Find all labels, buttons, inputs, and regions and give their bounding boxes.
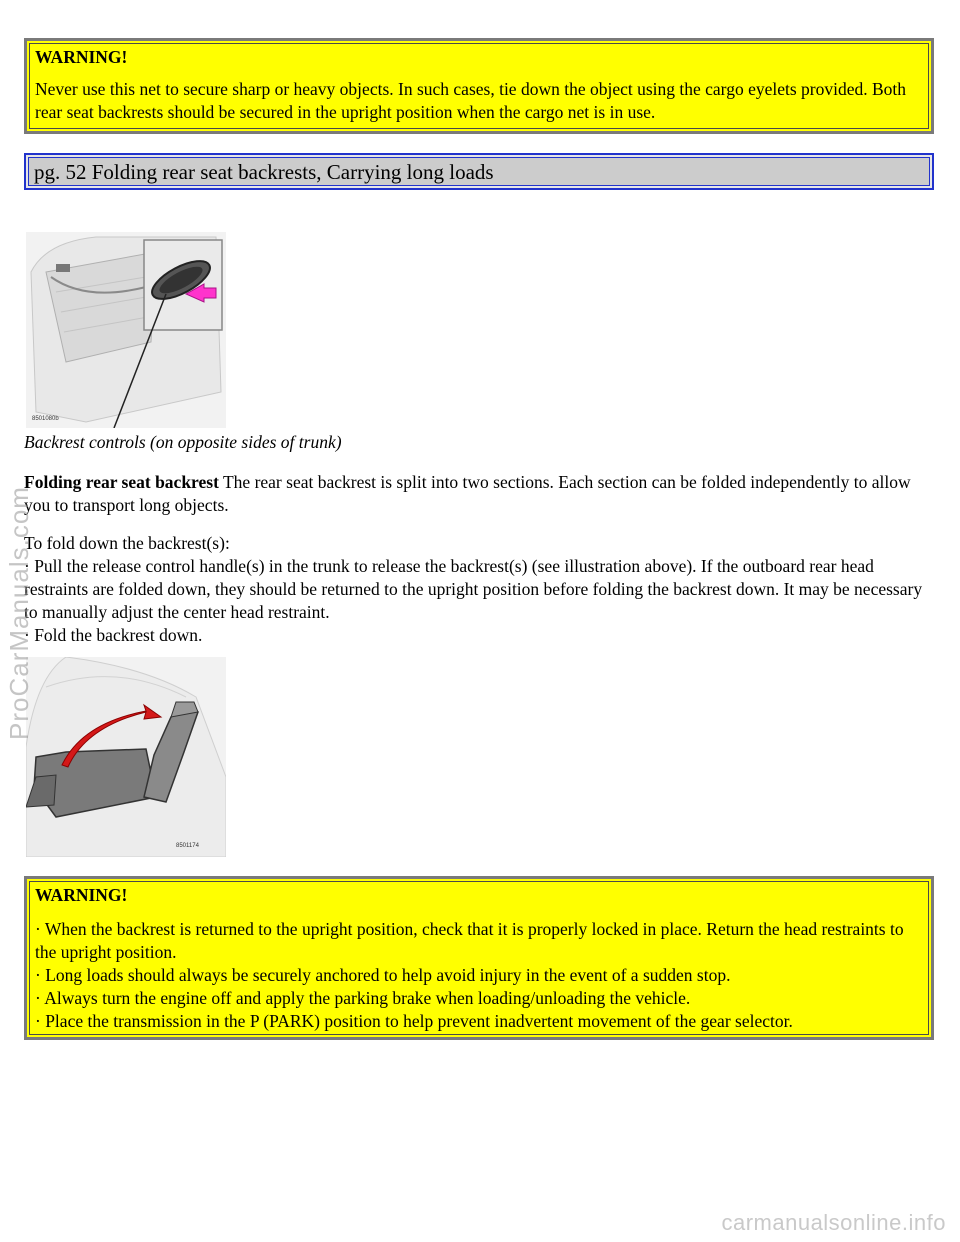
warning-title: WARNING! bbox=[35, 47, 128, 67]
section-text: The rear seat backrest is split into two sections. Each section can be folded independently to allow you to transport long objects. bbox=[24, 472, 911, 515]
figure-caption: Backrest controls (on opposite sides of trunk) bbox=[24, 432, 342, 452]
warning-item: · Place the transmission in the P (PARK) position to help prevent inadvertent movement of the gear selector. bbox=[35, 1011, 793, 1031]
backrest-controls-drawing bbox=[26, 232, 226, 428]
fold-backrest-illustration bbox=[26, 657, 226, 857]
steps-block bbox=[24, 532, 934, 647]
site-watermark: carmanualsonline.info bbox=[721, 1210, 946, 1235]
warning-box-loading bbox=[24, 876, 934, 1040]
steps-intro: To fold down the backrest(s): bbox=[24, 533, 230, 553]
figure-code: 8501080b bbox=[32, 416, 59, 422]
warning-box-cargo-net bbox=[24, 38, 934, 134]
warning-list bbox=[35, 918, 923, 1033]
figure-code: 8501174 bbox=[176, 843, 199, 849]
page-heading: pg. 52 Folding rear seat backrests, Carrying long loads bbox=[24, 153, 934, 190]
warning-item: · Always turn the engine off and apply the parking brake when loading/unloading the vehicle. bbox=[35, 988, 691, 1008]
section-heading: Folding rear seat backrest bbox=[24, 472, 219, 492]
fold-backrest-drawing bbox=[26, 657, 226, 857]
backrest-controls-illustration bbox=[26, 232, 226, 428]
warning-item: · When the backrest is returned to the upright position, check that it is properly locked in place. Return the head restraints to the upright position. bbox=[35, 919, 904, 962]
warning-item: · Long loads should always be securely anchored to help avoid injury in the event of a sudden stop. bbox=[35, 965, 731, 985]
warning-text: Never use this net to secure sharp or heavy objects. In such cases, tie down the object using the cargo eyelets provided. Both rear seat backrests should be secured in the upright position when the cargo net is in use. bbox=[35, 79, 907, 122]
step-1: · Pull the release control handle(s) in the trunk to release the backrest(s) (see illustration above). If the outboard rear head restraints are folded down, they should be returned to the upright position before folding the backrest down. It may be necessary to manually adjust the center head restraint. bbox=[24, 556, 923, 622]
warning-title: WARNING! bbox=[35, 885, 128, 905]
side-watermark: ProCarManuals.com bbox=[4, 486, 34, 740]
step-2: · Fold the backrest down. bbox=[24, 625, 203, 645]
section-paragraph bbox=[24, 471, 934, 517]
